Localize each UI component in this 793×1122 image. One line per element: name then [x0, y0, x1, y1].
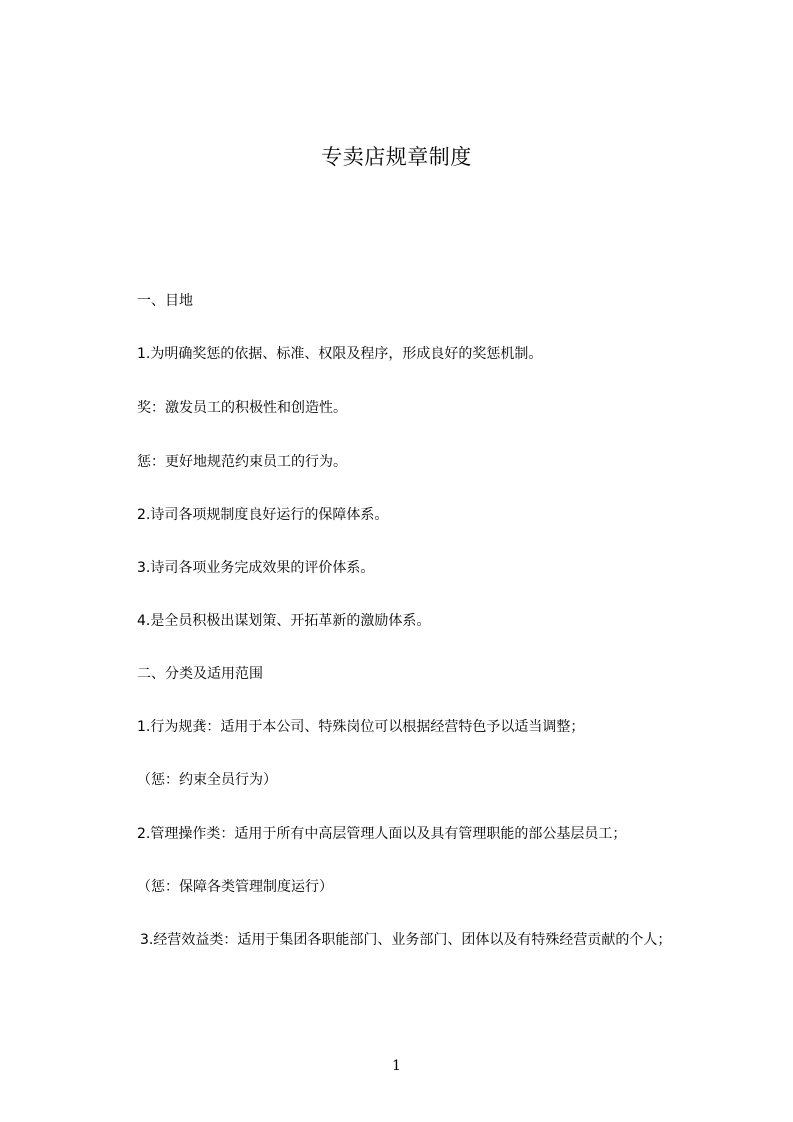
section-heading-scope: 二、分类及适用范围 — [137, 666, 263, 682]
document-title: 专卖店规章制度 — [321, 145, 472, 169]
paragraph: 2.诗司各项规制度良好运行的保障体系。 — [137, 507, 389, 523]
paragraph: （惩：约束全员行为） — [137, 772, 277, 788]
page-number: 1 — [392, 1058, 401, 1074]
paragraph: 1.为明确奖惩的依据、标准、权限及程序，形成良好的奖惩机制。 — [137, 346, 543, 362]
paragraph: 1.行为规龚：适用于本公司、特殊岗位可以根据经营特色予以适当调整； — [137, 719, 585, 735]
paragraph: 3.经营效益类：适用于集团各职能部门、业务部门、团体以及有特殊经营贡献的个人； — [140, 932, 672, 948]
paragraph: 奖：激发员工的积极性和创造性。 — [137, 400, 347, 416]
paragraph: 2.管理操作类：适用于所有中高层管理人面以及具有管理职能的部公基层员工； — [137, 826, 627, 842]
paragraph: 4.是全员积极出谋划策、开拓革新的激励体系。 — [137, 613, 431, 629]
paragraph: 惩：更好地规范约束员工的行为。 — [137, 454, 347, 470]
paragraph: 3.诗司各项业务完成效果的评价体系。 — [137, 560, 375, 576]
paragraph: （惩：保障各类管理制度运行） — [137, 879, 333, 895]
section-heading-purpose: 一、目地 — [137, 293, 193, 309]
